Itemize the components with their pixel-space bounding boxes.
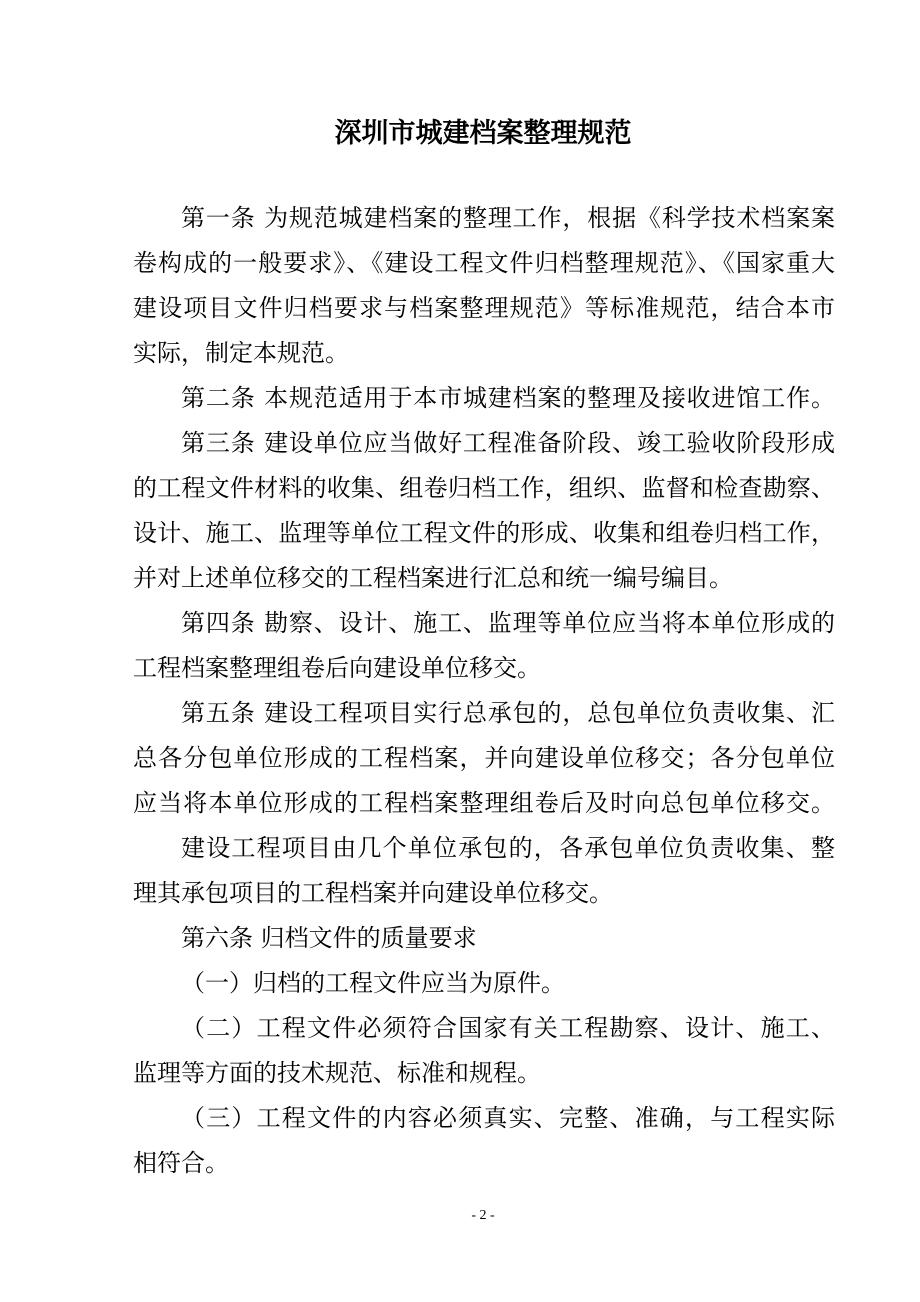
article-5-sub-line: 建设工程项目由几个单位承包的，各承包单位负责收集、整 bbox=[181, 834, 835, 862]
article-1-line: 第一条 为规范城建档案的整理工作，根据《科学技术档案案 bbox=[181, 204, 835, 232]
article-2-line: 第二条 本规范适用于本市城建档案的整理及接收进馆工作。 bbox=[181, 384, 835, 412]
article-1-line: 实际，制定本规范。 bbox=[133, 339, 349, 367]
article-3-line: 第三条 建设单位应当做好工程准备阶段、竣工验收阶段形成 bbox=[181, 429, 835, 457]
article-3-line: 并对上述单位移交的工程档案进行汇总和统一编号编目。 bbox=[133, 564, 733, 592]
article-5-line: 第五条 建设工程项目实行总承包的，总包单位负责收集、汇 bbox=[181, 699, 835, 727]
article-6-heading: 第六条 归档文件的质量要求 bbox=[181, 924, 477, 952]
article-4-line: 工程档案整理组卷后向建设单位移交。 bbox=[133, 654, 541, 682]
article-5-line: 总各分包单位形成的工程档案，并向建设单位移交；各分包单位 bbox=[133, 744, 835, 772]
article-5-line: 应当将本单位形成的工程档案整理组卷后及时向总包单位移交。 bbox=[133, 789, 835, 817]
article-6-item-2: 监理等方面的技术规范、标准和规程。 bbox=[133, 1059, 541, 1087]
document-body bbox=[133, 196, 835, 1186]
page-number: - 2 - bbox=[471, 1208, 495, 1223]
article-6-item-3: 相符合。 bbox=[133, 1149, 229, 1177]
article-1-line: 卷构成的一般要求》、《建设工程文件归档整理规范》、《国家重大 bbox=[133, 249, 835, 277]
article-3-line: 设计、施工、监理等单位工程文件的形成、收集和组卷归档工作， bbox=[133, 519, 835, 547]
document-title: 深圳市城建档案整理规范 bbox=[334, 118, 632, 149]
article-4-line: 第四条 勘察、设计、施工、监理等单位应当将本单位形成的 bbox=[181, 609, 835, 637]
article-5-sub-line: 理其承包项目的工程档案并向建设单位移交。 bbox=[133, 879, 613, 907]
article-1-line: 建设项目文件归档要求与档案整理规范》等标准规范，结合本市 bbox=[133, 294, 835, 322]
article-3-line: 的工程文件材料的收集、组卷归档工作，组织、监督和检查勘察、 bbox=[133, 474, 835, 502]
article-6-item-2: （二）工程文件必须符合国家有关工程勘察、设计、施工、 bbox=[181, 1014, 835, 1042]
article-6-item-1: （一）归档的工程文件应当为原件。 bbox=[181, 969, 565, 997]
article-6-item-3: （三）工程文件的内容必须真实、完整、准确，与工程实际 bbox=[181, 1104, 835, 1132]
